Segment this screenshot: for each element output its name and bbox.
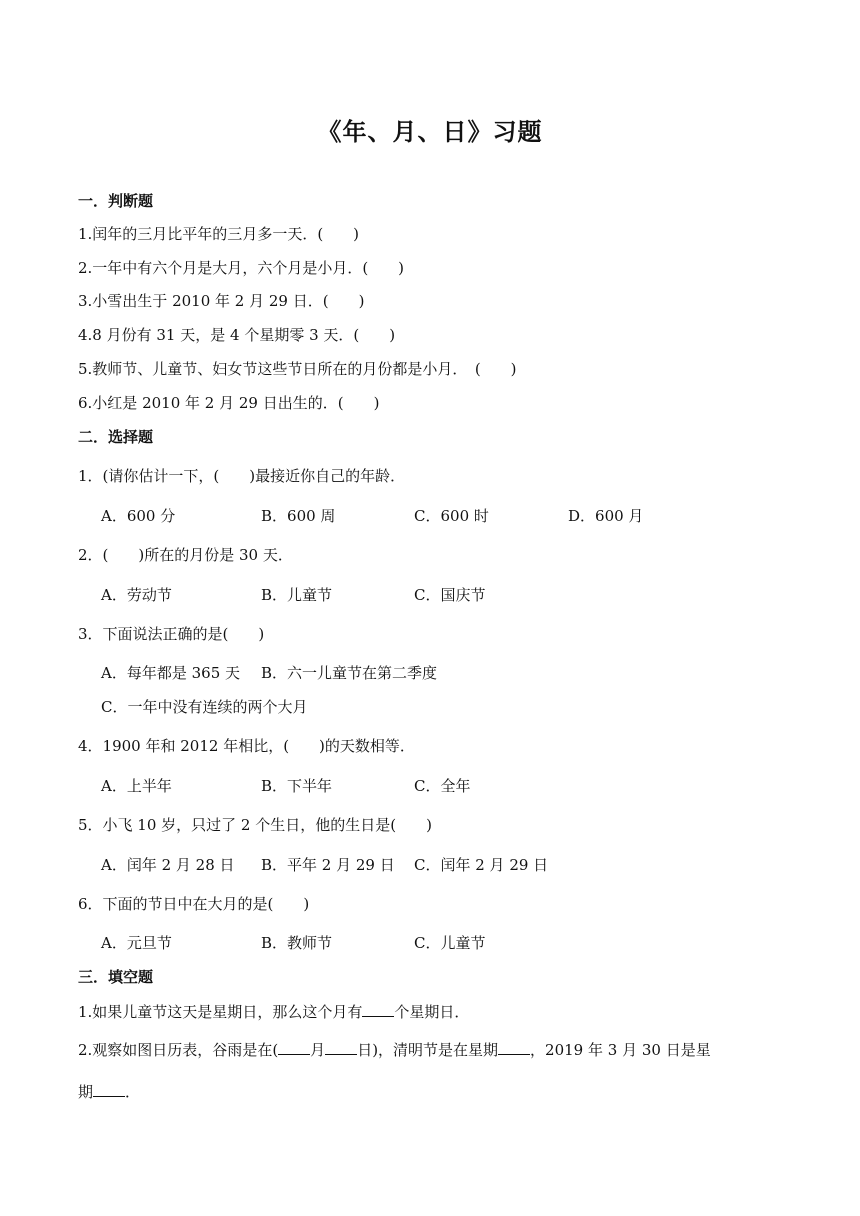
choice-1-option-c: C．600 时 [414,507,489,525]
fill-q2-text-6: ． [125,1083,141,1101]
choice-2-option-c: C．国庆节 [414,586,486,604]
choice-question-4: 4．1900 年和 2012 年相比，( )的天数相等． [78,737,415,755]
choice-1-option-d: D．600 月 [568,507,644,525]
judge-item-3: 3.小雪出生于 2010 年 2 月 29 日．( ) [78,292,365,310]
fill-q1-blank[interactable] [362,1002,394,1017]
choice-4-option-c: C．全年 [414,777,471,795]
fill-q2-blank-weekday[interactable] [498,1040,530,1055]
fill-question-2 [78,1040,711,1060]
choice-question-3: 3．下面说法正确的是( ) [78,625,265,643]
judge-item-5: 5.教师节、儿童节、妇女节这些节日所在的月份都是小月． ( ) [78,360,517,378]
choice-2-option-a: A．劳动节 [101,586,172,604]
fill-question-2-cont [78,1082,140,1102]
choice-6-option-a: A．元旦节 [101,934,172,952]
fill-q2-blank-weekday-2[interactable] [93,1082,125,1097]
choice-3-option-b: B．六一儿童节在第二季度 [261,664,438,682]
choice-5-option-a: A．闰年 2 月 28 日 [101,856,235,874]
choice-question-1: 1．(请你估计一下，( )最接近你自己的年龄． [78,467,406,485]
choice-5-option-c: C．闰年 2 月 29 日 [414,856,549,874]
choice-4-option-a: A．上半年 [101,777,172,795]
section-heading-judge: 一．判断题 [78,192,154,210]
fill-question-1 [78,1002,469,1022]
choice-6-option-b: B．教师节 [261,934,333,952]
choice-3-option-a: A．每年都是 365 天 [101,664,240,682]
judge-item-6: 6.小红是 2010 年 2 月 29 日出生的．( ) [78,394,380,412]
section-heading-fill: 三．填空题 [78,968,154,986]
fill-q2-text-5: 期 [78,1083,94,1101]
choice-2-option-b: B．儿童节 [261,586,333,604]
fill-q1-text-end: 个星期日． [394,1003,470,1021]
choice-3-option-c: C．一年中没有连续的两个大月 [101,698,308,716]
choice-1-option-b: B．600 周 [261,507,336,525]
page-title: 《年、月、日》习题 [317,117,543,146]
choice-question-2: 2．( )所在的月份是 30 天． [78,546,293,564]
choice-question-5: 5．小飞 10 岁，只过了 2 个生日，他的生日是( ) [78,816,432,834]
choice-4-option-b: B．下半年 [261,777,333,795]
choice-6-option-c: C．儿童节 [414,934,486,952]
fill-q2-text-4: ，2019 年 3 月 30 日是星 [530,1041,711,1059]
fill-q2-text-2: 月 [310,1041,326,1059]
choice-1-option-a: A．600 分 [101,507,176,525]
choice-5-option-b: B．平年 2 月 29 日 [261,856,395,874]
fill-q2-blank-month[interactable] [278,1040,310,1055]
section-heading-choice: 二．选择题 [78,428,154,446]
judge-item-1: 1.闰年的三月比平年的三月多一天．( ) [78,225,360,243]
fill-q2-text-3: 日)，清明节是在星期 [357,1041,499,1059]
fill-q2-text-1: 2.观察如图日历表，谷雨是在( [78,1041,279,1059]
judge-item-2: 2.一年中有六个月是大月，六个月是小月．( ) [78,259,405,277]
judge-item-4: 4.8 月份有 31 天，是 4 个星期零 3 天．( ) [78,326,396,344]
fill-q2-blank-day[interactable] [325,1040,357,1055]
choice-question-6: 6．下面的节日中在大月的是( ) [78,895,310,913]
fill-q1-text-start: 1.如果儿童节这天是星期日，那么这个月有 [78,1003,363,1021]
